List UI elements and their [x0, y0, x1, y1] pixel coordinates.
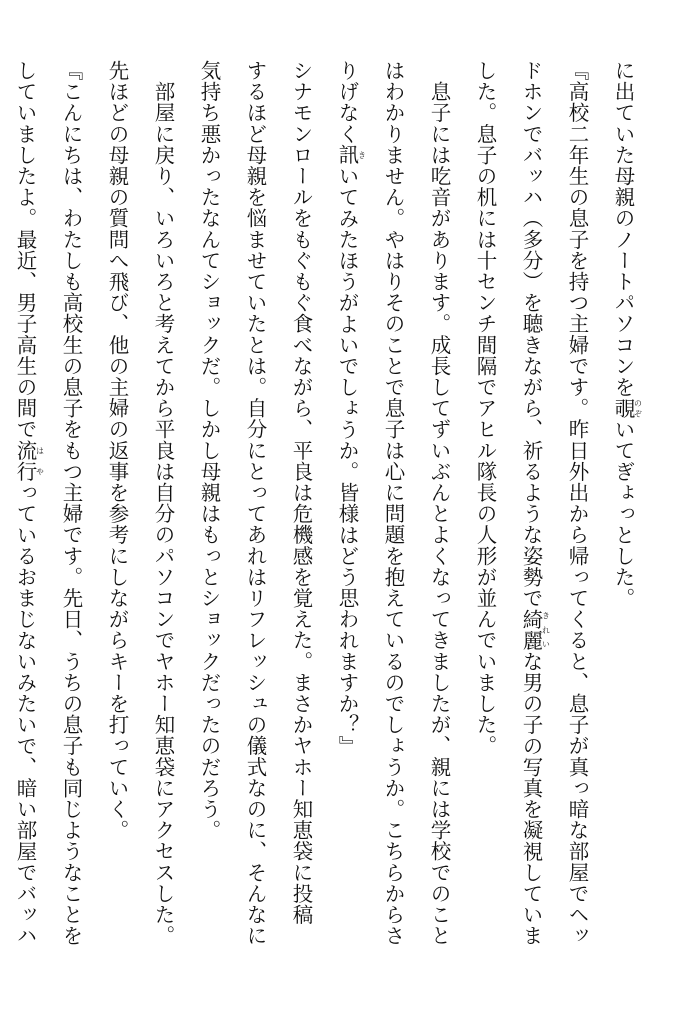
ruby-reading: のぞ — [633, 397, 643, 419]
text-segment: いてぎょっとした。 — [611, 418, 635, 609]
text-segment: 息子には吃音があります。成長してずいぶんとよくなってきましたが、親には学校でのこと — [427, 60, 451, 947]
ruby-annotation — [611, 397, 643, 419]
ruby-base: 覗 — [611, 397, 635, 419]
text-line — [600, 60, 646, 960]
text-segment: 気持ち悪かったなんてショックだ。しかし母親はもっとショックだったのだろう。 — [197, 60, 221, 841]
text-line — [140, 60, 186, 960]
text-line — [94, 60, 140, 960]
text-line — [232, 60, 278, 960]
ruby-reading: きれい — [541, 608, 551, 651]
text-line — [324, 60, 370, 960]
vertical-text-body — [13, 60, 646, 960]
text-line — [554, 60, 600, 960]
text-segment: っているおまじないみたいで、暗い部屋でバッハ — [13, 482, 37, 947]
text-segment: はわかりません。やはりそのことで息子は心に問題を抱えているのでしょうか。こちらからさ — [381, 60, 405, 947]
text-segment: 『高校二年生の息子を持つ主婦です。昨日外出から帰ってくると、息子が真っ暗な部屋でヘッ — [565, 60, 589, 947]
text-segment: に出ていた母親のノートパソコンを — [611, 60, 635, 398]
text-line — [278, 60, 324, 960]
text-segment: した。息子の机には十センチ間隔でアヒル隊長の人形が並んでいました。 — [473, 60, 497, 757]
ruby-annotation — [519, 608, 551, 651]
text-line — [508, 60, 554, 960]
ruby-annotation — [335, 144, 367, 166]
text-segment: いてみたほうがよいでしょうか。皆様はどう思われますか？』 — [335, 165, 359, 757]
text-segment: 部屋に戻り、いろいろと考えてから平良は自分のパソコンでヤホー知恵袋にアクセスした。 — [151, 60, 175, 947]
text-segment: な男の子の写真を凝視していま — [519, 650, 543, 947]
text-line — [462, 60, 508, 960]
text-line — [370, 60, 416, 960]
text-line — [0, 60, 2, 960]
ruby-reading: き — [357, 144, 367, 166]
text-segment: りげなく — [335, 60, 359, 145]
text-line — [186, 60, 232, 960]
ruby-base: 流行 — [13, 439, 37, 483]
text-segment: していましたよ。最近、男子高生の間で — [13, 60, 37, 440]
text-segment: 『こんにちは、わたしも高校生の息子をもつ主婦です。先日、うちの息子も同じようなことを — [59, 60, 83, 947]
text-segment: ドホンでバッハ（多分）を聴きながら、祈るような姿勢で — [519, 60, 543, 609]
ruby-base: 綺麗 — [519, 608, 543, 651]
text-segment: するほど母親を悩ませていたとは。自分にとってあれはリフレッシュの儀式なのに、そんなに — [243, 60, 267, 947]
ruby-annotation — [13, 439, 45, 483]
text-segment: 先ほどの母親の質問へ飛び、他の主婦の返事を参考にしながらキーを打っていく。 — [105, 60, 129, 841]
text-line — [2, 60, 48, 960]
text-line — [48, 60, 94, 960]
text-segment: シナモンロールをもぐもぐ食べながら、平良は危機感を覚えた。まさかヤホー知恵袋に投稿 — [289, 60, 313, 926]
ruby-base: 訊 — [335, 144, 359, 166]
ruby-reading: はや — [35, 439, 45, 483]
text-line — [416, 60, 462, 960]
